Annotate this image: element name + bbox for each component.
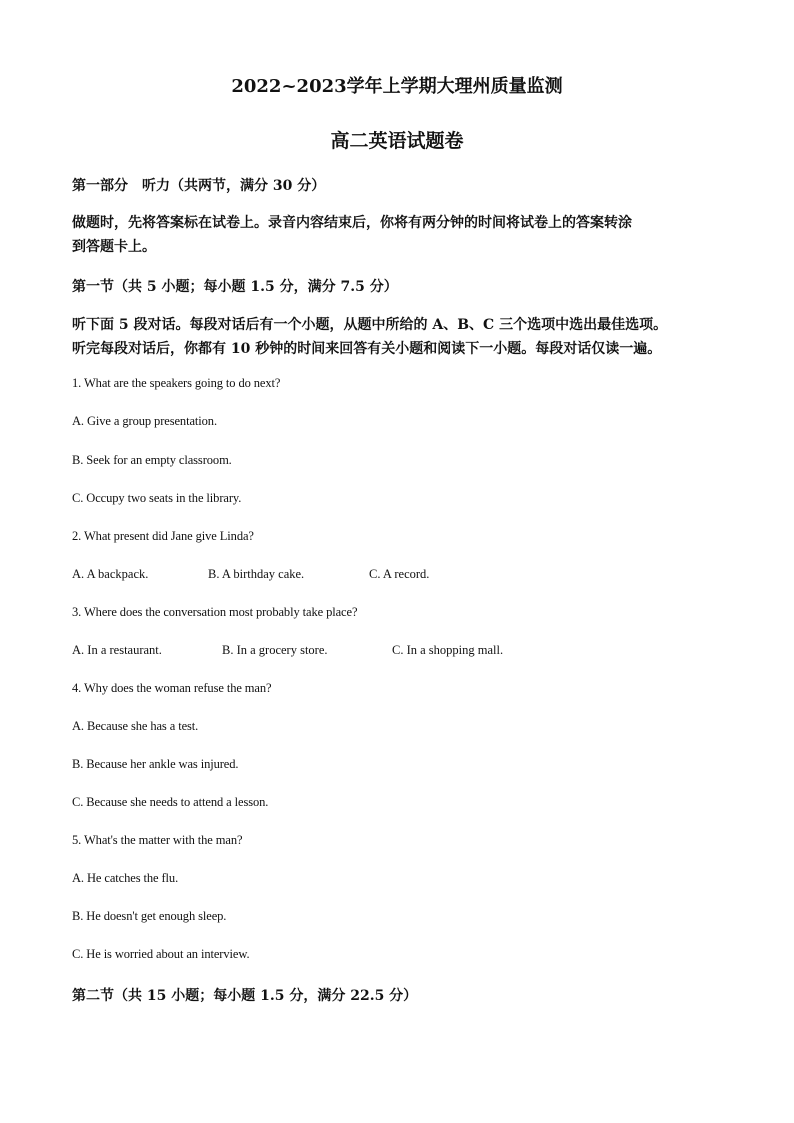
question-3-option-a: A. In a restaurant. <box>72 643 162 657</box>
question-4-option-b: B. Because her ankle was injured. <box>72 757 239 771</box>
question-2-stem: 2. What present did Jane give Linda? <box>72 529 254 543</box>
question-5-option-b: B. He doesn't get enough sleep. <box>72 909 227 923</box>
question-5-option-a: A. He catches the flu. <box>72 871 179 885</box>
part1-heading: 第一部分 听力（共两节，满分 30 分） <box>72 178 326 194</box>
question-3-stem: 3. Where does the conversation most probably take place? <box>72 605 358 619</box>
question-5-option-c: C. He is worried about an interview. <box>72 947 250 961</box>
question-5-stem: 5. What's the matter with the man? <box>72 833 243 847</box>
section2-heading: 第二节（共 15 小题；每小题 1.5 分，满分 22.5 分） <box>72 988 418 1004</box>
question-1-option-c: C. Occupy two seats in the library. <box>72 491 242 505</box>
question-2-option-a: A. A backpack. <box>72 567 149 581</box>
part1-instruction-line2: 到答题卡上。 <box>72 239 156 255</box>
exam-subtitle: 高二英语试题卷 <box>330 130 464 152</box>
question-4-option-a: A. Because she has a test. <box>72 719 199 733</box>
question-4-stem: 4. Why does the woman refuse the man? <box>72 681 272 695</box>
section1-instruction-line2: 听完每段对话后，你都有 10 秒钟的时间来回答有关小题和阅读下一小题。每段对话仅读一遍。 <box>72 341 662 357</box>
question-3-option-c: C. In a shopping mall. <box>392 643 504 657</box>
section1-heading: 第一节（共 5 小题；每小题 1.5 分，满分 7.5 分） <box>72 279 398 295</box>
question-2-option-c: C. A record. <box>369 567 430 581</box>
part1-instruction-line1: 做题时，先将答案标在试卷上。录音内容结束后，你将有两分钟的时间将试卷上的答案转涂 <box>72 215 632 231</box>
question-1-stem: 1. What are the speakers going to do next? <box>72 376 281 390</box>
question-1-option-b: B. Seek for an empty classroom. <box>72 453 232 467</box>
question-4-option-c: C. Because she needs to attend a lesson. <box>72 795 269 809</box>
exam-title: 2022~2023学年上学期大理州质量监测 <box>231 76 563 97</box>
section1-instruction-line1: 听下面 5 段对话。每段对话后有一个小题，从题中所给的 A、B、C 三个选项中选出最佳选项。 <box>72 317 668 333</box>
question-2-option-b: B. A birthday cake. <box>208 567 305 581</box>
question-1-option-a: A. Give a group presentation. <box>72 414 217 428</box>
question-3-option-b: B. In a grocery store. <box>222 643 328 657</box>
